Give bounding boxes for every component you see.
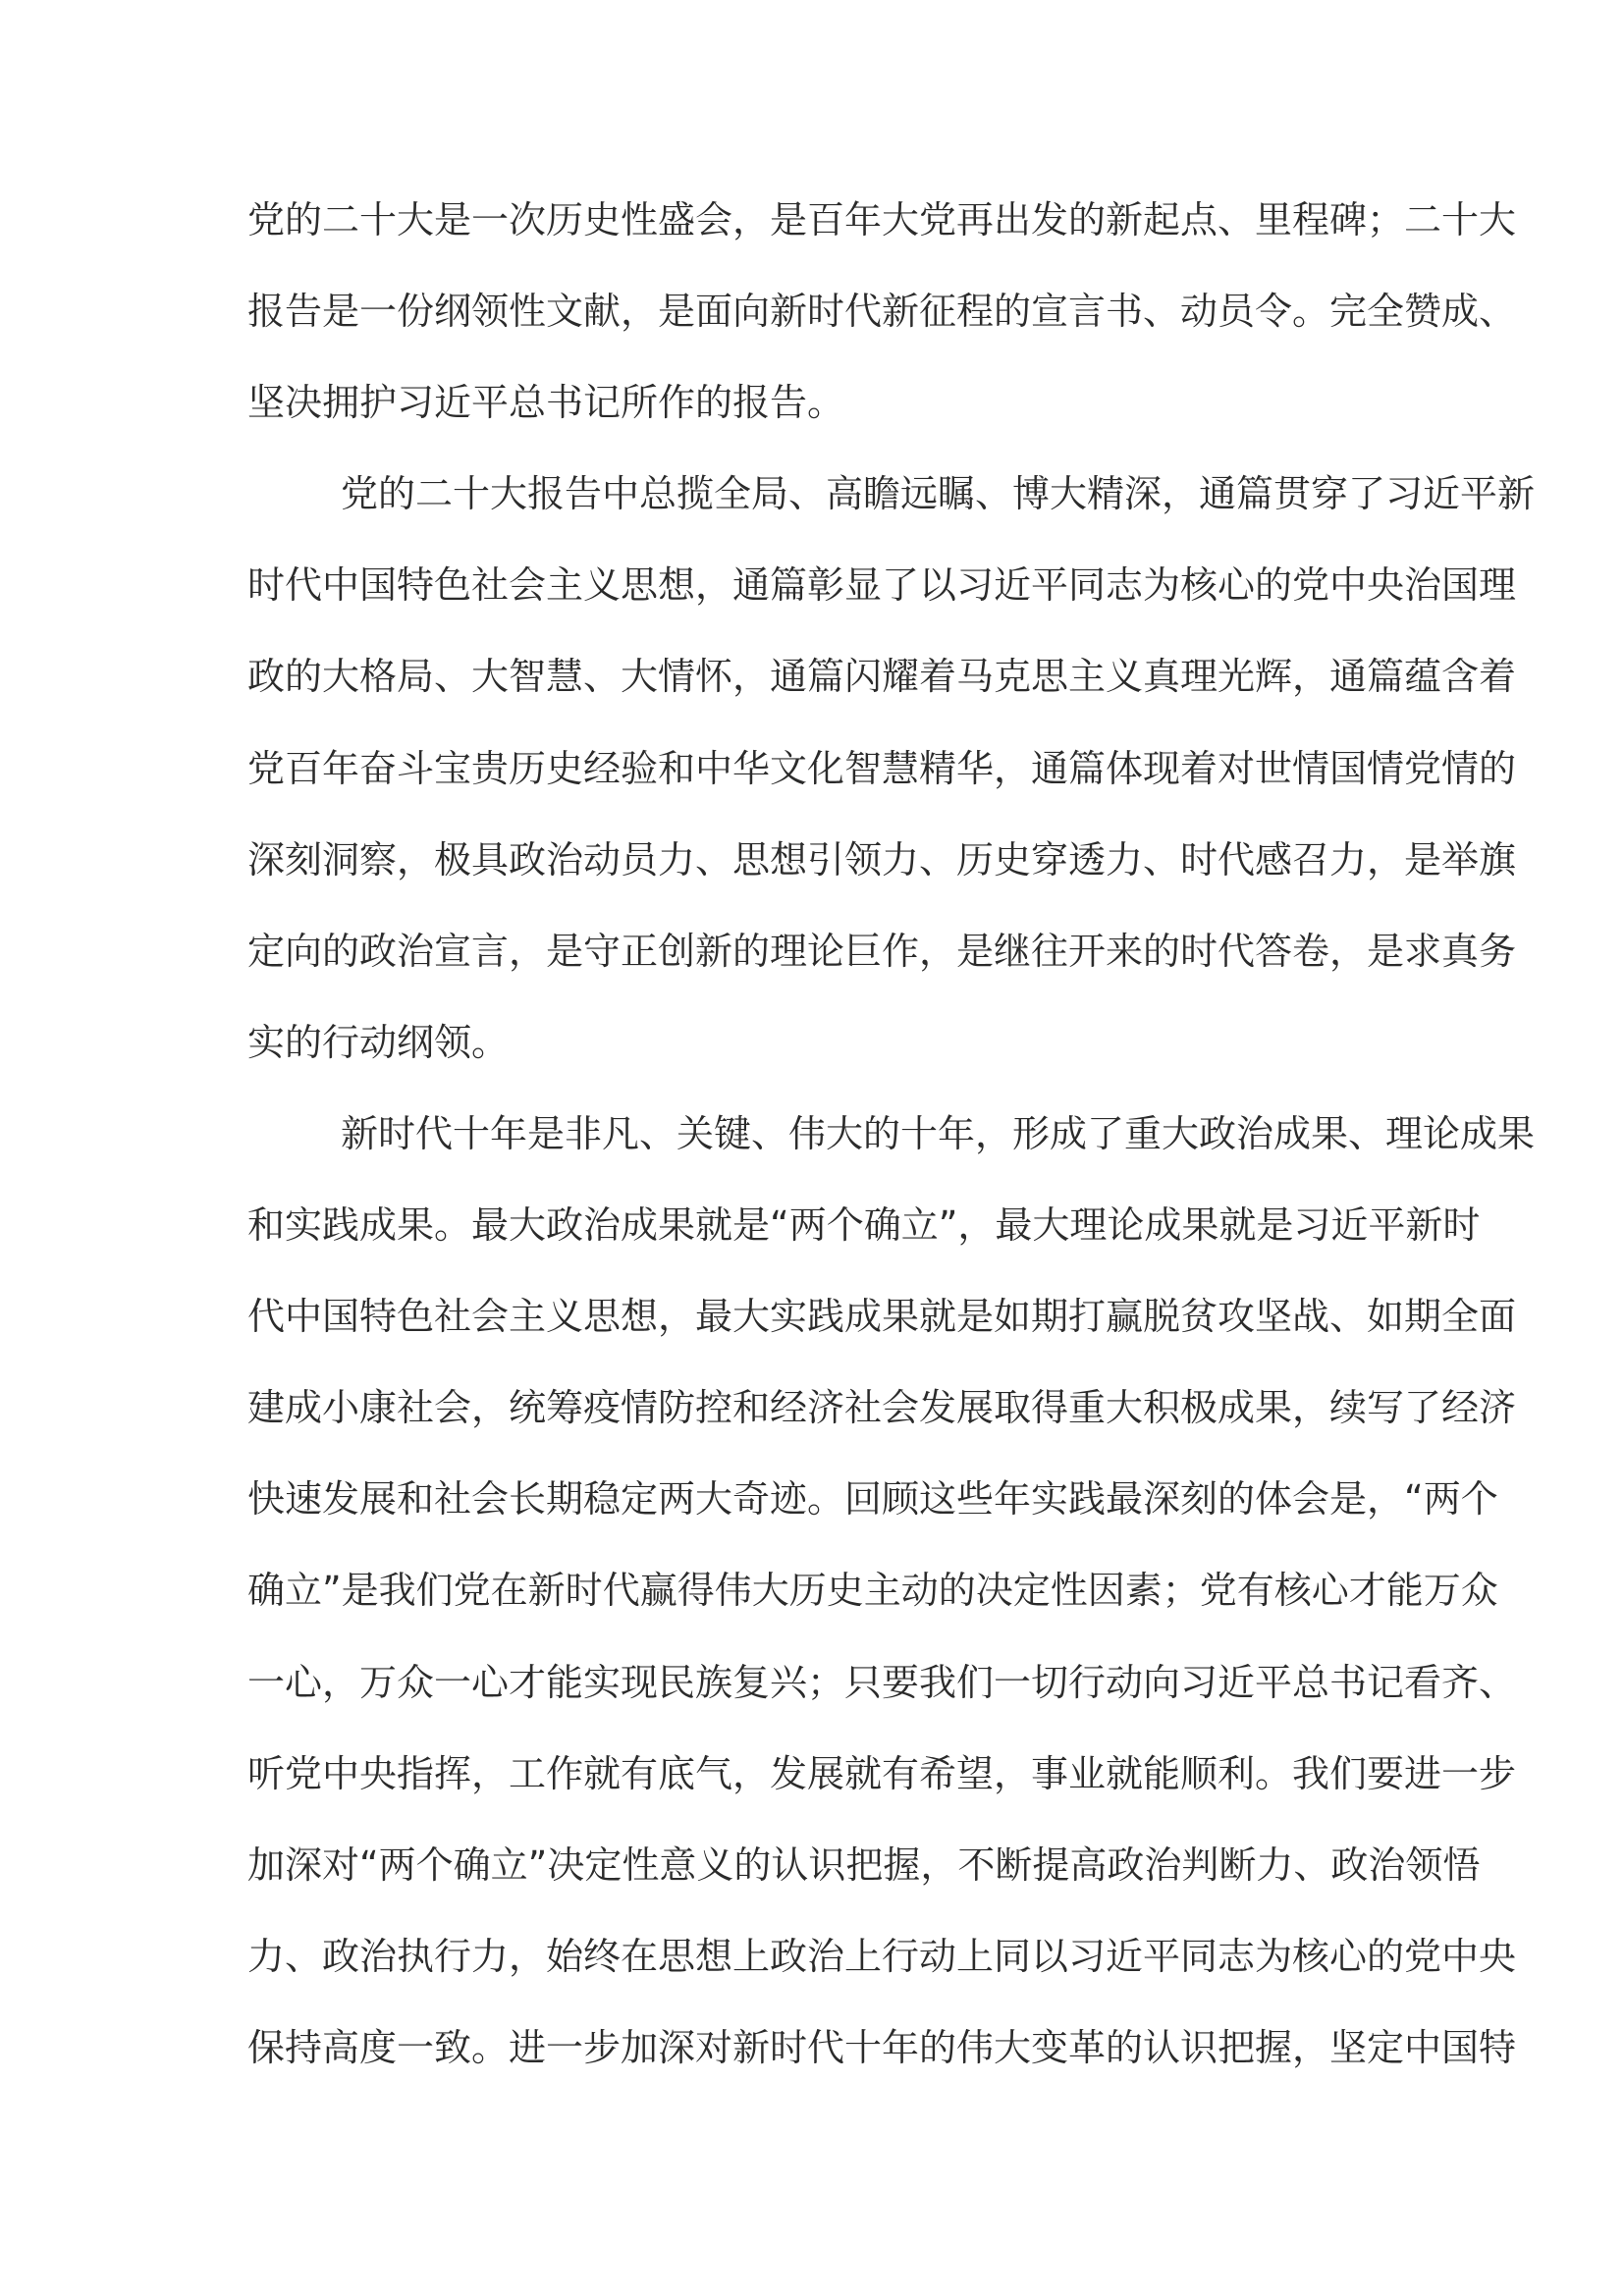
- text-line: 快速发展和社会长期稳定两大奇迹。回顾这些年实践最深刻的体会是，“两个: [247, 1477, 1498, 1522]
- text-line: 确立”是我们党在新时代赢得伟大历史主动的决定性因素；党有核心才能万众: [247, 1569, 1498, 1613]
- text-line: 党的二十大报告中总揽全局、高瞻远瞩、博大精深，通篇贯穿了习近平新: [341, 472, 1536, 516]
- text-line: 定向的政治宣言，是守正创新的理论巨作，是继往开来的时代答卷，是求真务: [247, 929, 1517, 973]
- text-line: 报告是一份纲领性文献，是面向新时代新征程的宣言书、动员令。完全赞成、: [247, 290, 1517, 334]
- text-line: 政的大格局、大智慧、大情怀，通篇闪耀着马克思主义真理光辉，通篇蕴含着: [247, 655, 1517, 699]
- text-line: 和实践成果。最大政治成果就是“两个确立”，最大理论成果就是习近平新时: [247, 1203, 1481, 1248]
- paragraph-2: [247, 449, 1536, 1089]
- document-body: [247, 175, 1536, 2094]
- text-line: 新时代十年是非凡、关键、伟大的十年，形成了重大政治成果、理论成果: [341, 1111, 1536, 1155]
- text-line: 实的行动纲领。: [247, 1020, 510, 1064]
- text-line: 听党中央指挥，工作就有底气，发展就有希望，事业就能顺利。我们要进一步: [247, 1751, 1517, 1795]
- text-line: 坚决拥护习近平总书记所作的报告。: [247, 381, 845, 425]
- text-line: 党百年奋斗宝贵历史经验和中华文化智慧精华，通篇体现着对世情国情党情的: [247, 746, 1517, 790]
- text-line: 一心，万众一心才能实现民族复兴；只要我们一切行动向习近平总书记看齐、: [247, 1660, 1517, 1704]
- text-line: 加深对“两个确立”决定性意义的认识把握，不断提高政治判断力、政治领悟: [247, 1842, 1481, 1887]
- text-line: 时代中国特色社会主义思想，通篇彰显了以习近平同志为核心的党中央治国理: [247, 563, 1517, 608]
- text-line: 力、政治执行力，始终在思想上政治上行动上同以习近平同志为核心的党中央: [247, 1934, 1517, 1978]
- text-line: 保持高度一致。进一步加深对新时代十年的伟大变革的认识把握，坚定中国特: [247, 2025, 1517, 2069]
- paragraph-1: [247, 175, 1517, 449]
- text-line: 建成小康社会，统筹疫情防控和经济社会发展取得重大积极成果，续写了经济: [247, 1386, 1517, 1430]
- text-line: 党的二十大是一次历史性盛会，是百年大党再出发的新起点、里程碑；二十大: [247, 198, 1517, 241]
- text-line: 深刻洞察，极具政治动员力、思想引领力、历史穿透力、时代感召力，是举旗: [247, 837, 1517, 881]
- text-line: 代中国特色社会主义思想，最大实践成果就是如期打赢脱贫攻坚战、如期全面: [247, 1295, 1517, 1339]
- paragraph-3: [247, 1089, 1536, 2094]
